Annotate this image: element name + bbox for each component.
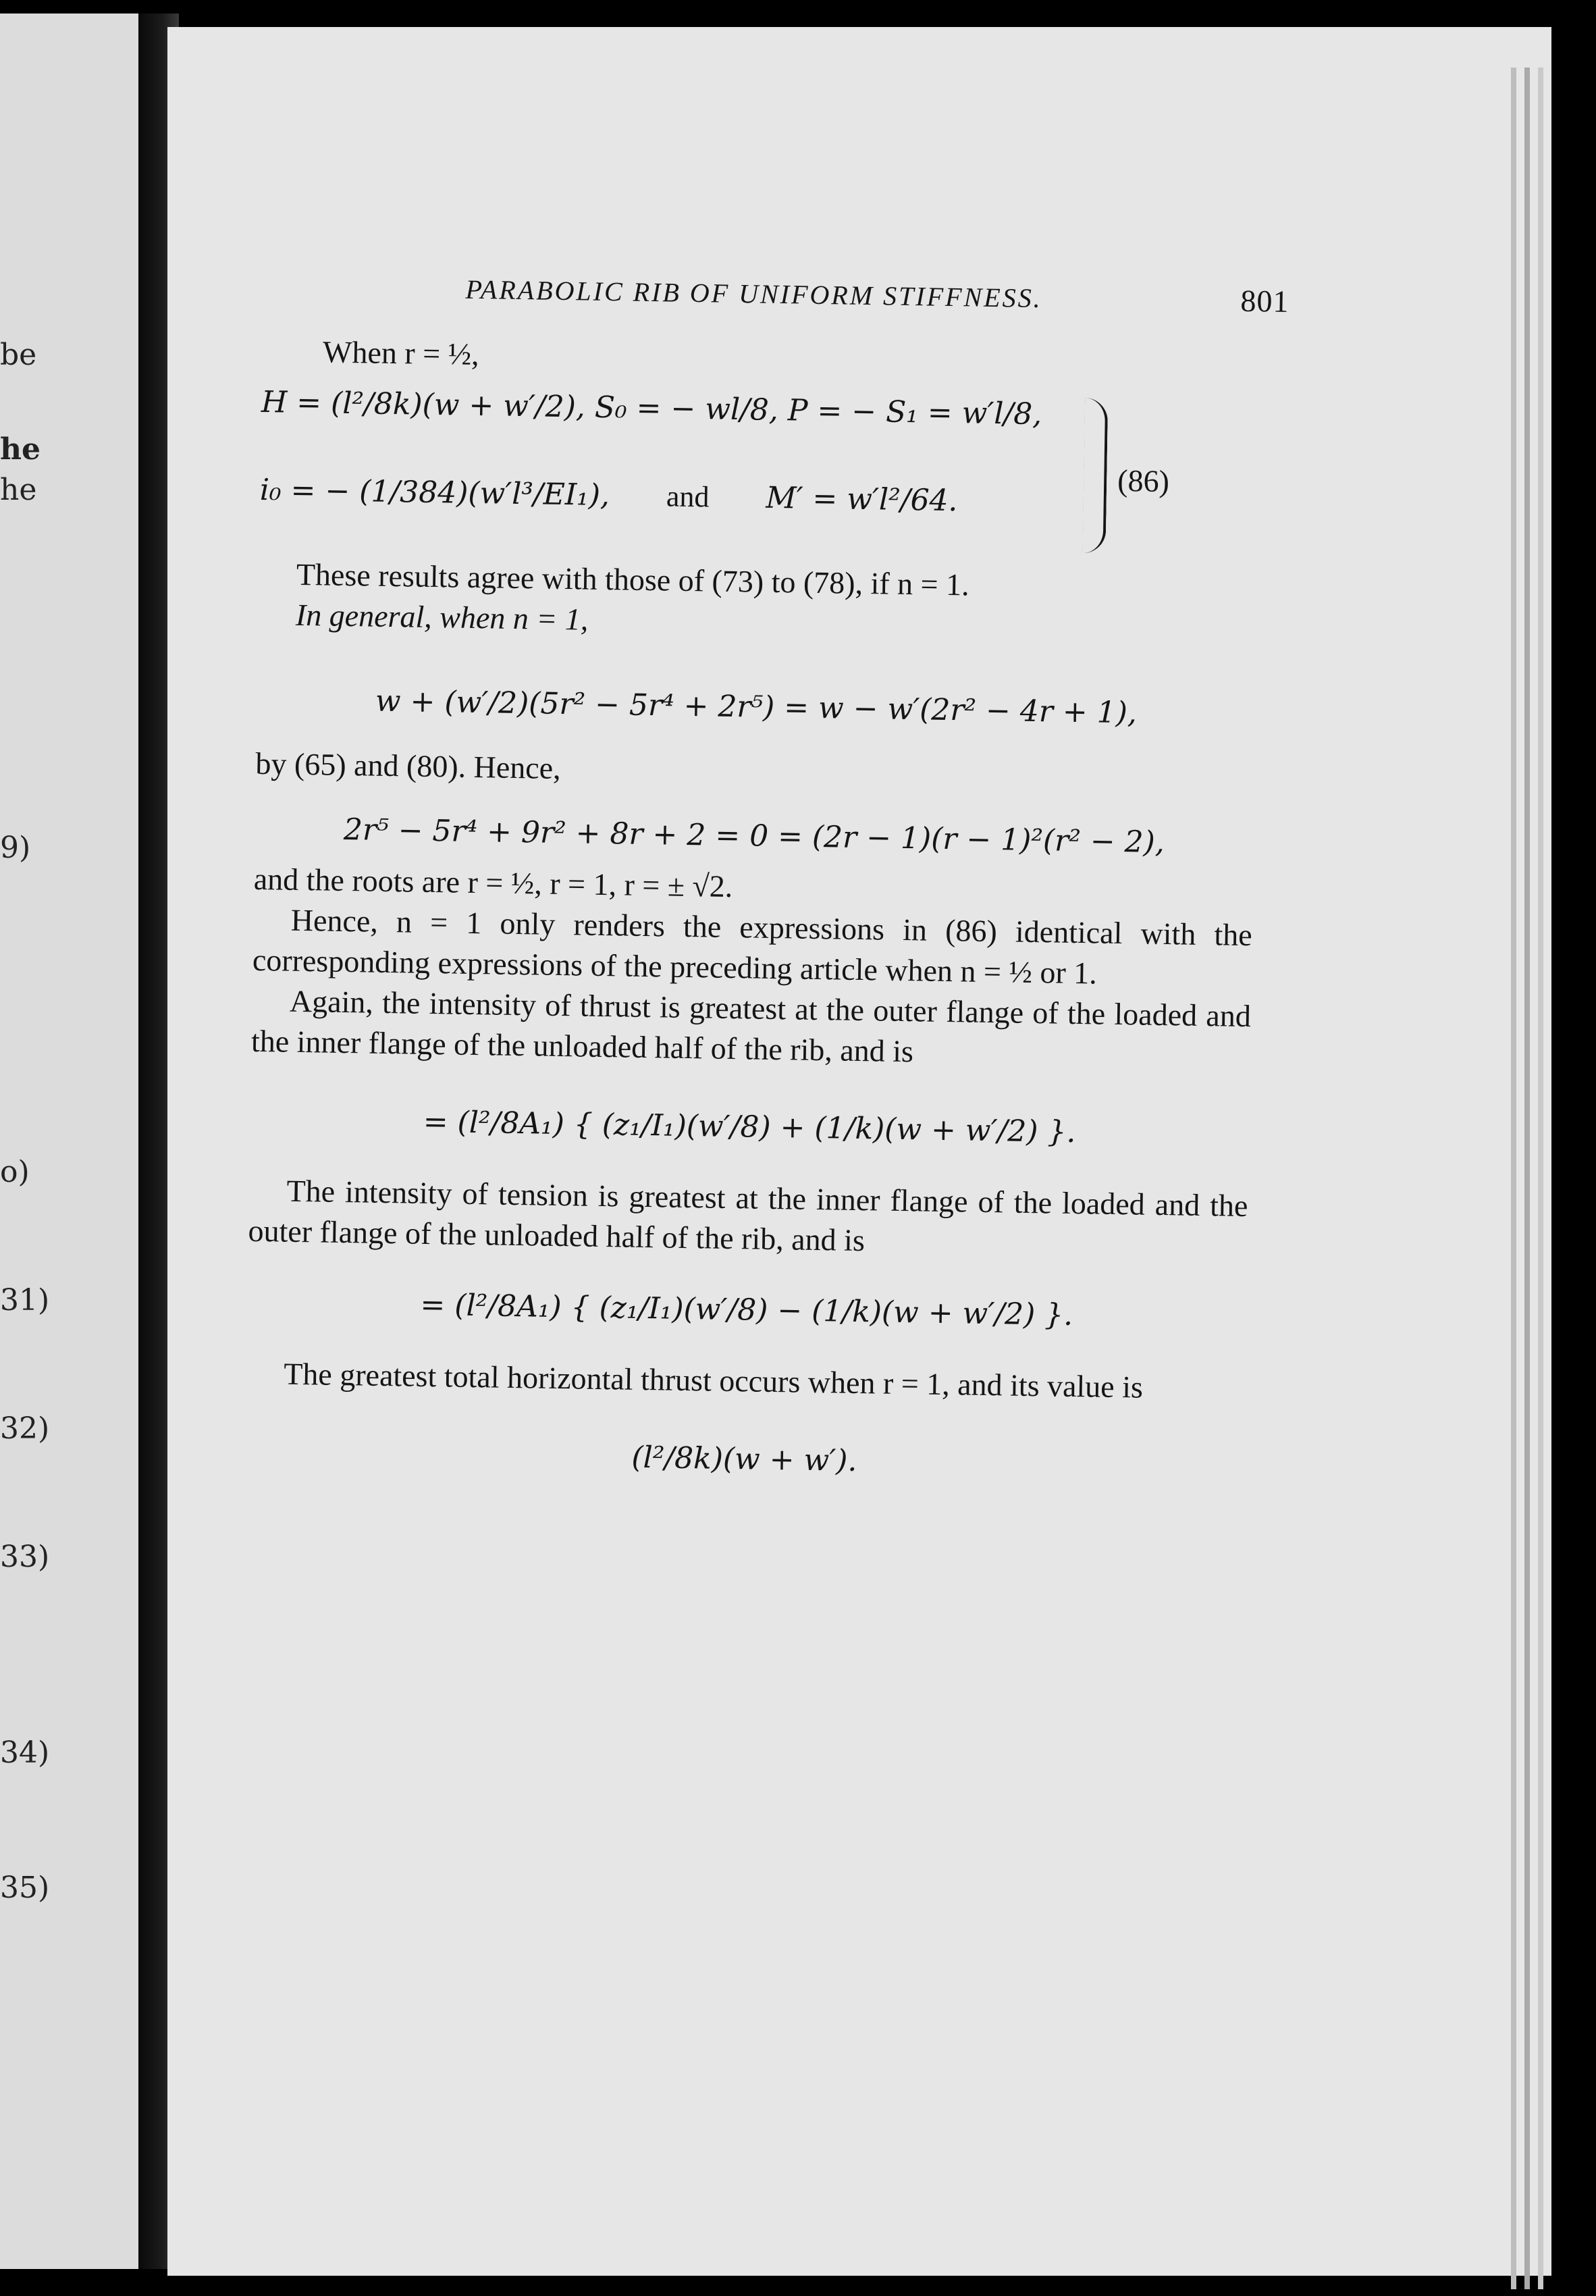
page-number: 801 xyxy=(1240,283,1289,319)
margin-fragment: 9) xyxy=(0,831,31,865)
paragraph-greatest-thrust: The greatest total horizontal thrust occurs when r = 1, and its value is xyxy=(283,1356,1144,1405)
equation-polynomial: 2r⁵ − 5r⁴ + 9r² + 8r + 2 = 0 = (2r − 1)(r − 1)²(r² − 2), xyxy=(343,812,1165,860)
equation-86-line-2 xyxy=(259,473,957,518)
page-content xyxy=(244,270,1289,1484)
by-reference-line: by (65) and (80). Hence, xyxy=(255,746,562,786)
equation-number-86: (86) xyxy=(1117,463,1170,499)
margin-fragment: be xyxy=(0,338,37,372)
running-head-title: PARABOLIC RIB OF UNIFORM STIFFNESS. xyxy=(465,273,1043,314)
page-edge-line xyxy=(1511,68,1516,2289)
equation-thrust: = (l²/8A₁) { (z₁/I₁)(w′/8) + (1/k)(w + w′/2) }. xyxy=(423,1104,1076,1150)
margin-fragment: 31) xyxy=(0,1283,50,1317)
margin-fragment: he xyxy=(0,473,37,507)
margin-fragment: 33) xyxy=(0,1540,50,1574)
margin-fragment: he xyxy=(0,432,41,467)
equation-86-block xyxy=(259,371,1260,569)
equation-tension: = (l²/8A₁) { (z₁/I₁)(w′/8) − (1/k)(w + w′/2) }. xyxy=(420,1287,1073,1333)
margin-fragment: 35) xyxy=(0,1871,50,1905)
equation-86-moment: M′ = w′l²/64. xyxy=(766,480,958,519)
margin-fragment: 34) xyxy=(0,1736,50,1770)
when-line: When r = ½, xyxy=(322,334,480,372)
paragraph-in-general: In general, when n = 1, xyxy=(295,597,589,637)
equation-86-i0: i₀ = − (1/384)(w′l³/EI₁), xyxy=(259,472,610,513)
margin-fragment: 32) xyxy=(0,1411,50,1446)
equation-86-and: and xyxy=(666,479,710,514)
margin-fragment: o) xyxy=(0,1155,30,1189)
right-brace xyxy=(1083,398,1109,554)
roots-line: and the roots are r = ½, r = 1, r = ± √2. xyxy=(253,861,733,904)
left-page-fragment xyxy=(0,14,145,2269)
paragraph-thrust-intensity: Again, the intensity of thrust is greatest at the outer flange of the loaded and the inner flange of the unloaded half of the rib, and is xyxy=(250,983,1252,1069)
equation-86-line-1: H = (l²/8k)(w + w′/2), S₀ = − wl/8, P = − S₁ = w′l/8, xyxy=(261,384,1042,432)
paragraph-hence: Hence, n = 1 only renders the expressions in (86) identical with the corresponding expressions of the preceding article when n = ½ or 1. xyxy=(252,902,1253,991)
paragraph-tension-intensity: The intensity of tension is greatest at the inner flange of the loaded and the outer flange of the unloaded half of the rib, and is xyxy=(248,1173,1248,1258)
equation-general: w + (w′/2)(5r² − 5r⁴ + 2r⁵) = w − w′(2r² − 4r + 1), xyxy=(375,683,1138,731)
page-edge-line xyxy=(1524,68,1530,2289)
equation-final: (l²/8k)(w + w′). xyxy=(631,1440,857,1479)
paragraph-agree: These results agree with those of (73) to (78), if n = 1. xyxy=(296,556,970,602)
page-edge-line xyxy=(1538,68,1543,2289)
